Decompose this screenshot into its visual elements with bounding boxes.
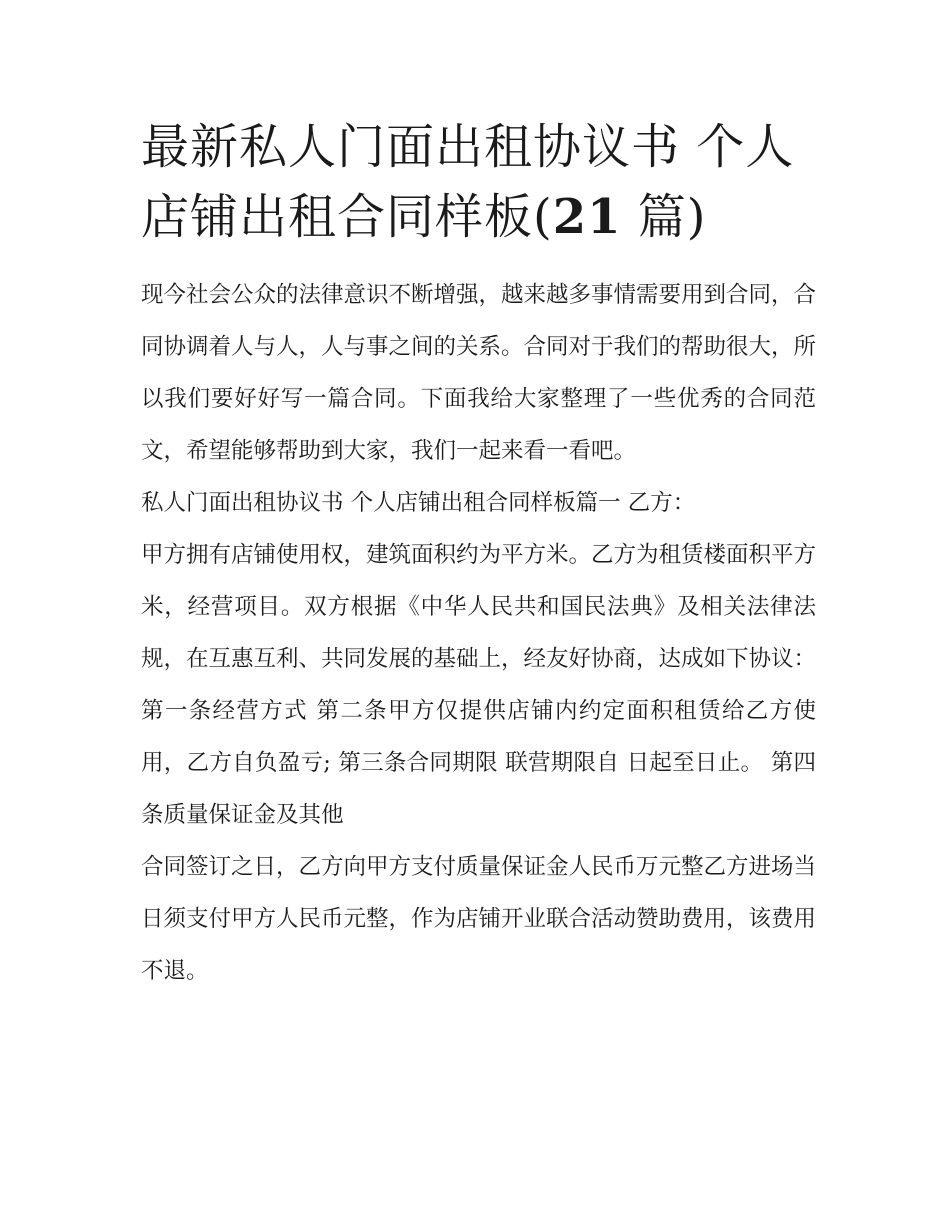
- section-heading: 私人门面出租协议书 个人店铺出租合同样板篇一 乙方：: [141, 490, 696, 516]
- deposit-paragraph: 合同签订之日，乙方向甲方支付质量保证金人民币万元整乙方进场当日须支付甲方人民币元整，作为店铺开业联合活动赞助费用，该费用不退。: [141, 854, 817, 984]
- body-paragraph: 甲方拥有店铺使用权，建筑面积约为平方米。乙方为租赁楼面积平方米，经营项目。双方根据《中华人民共和国民法典》及相关法律法规，在互惠互利、共同发展的基础上，经友好协商，达成如下协议：: [141, 542, 817, 672]
- title-count: 21: [552, 189, 622, 245]
- clauses-paragraph: 第一条经营方式 第二条甲方仅提供店铺内约定面积租赁给乙方使用，乙方自负盈亏; 第三条合同期限 联营期限自 日起至日止。 第四条质量保证金及其他: [141, 698, 816, 828]
- document-title: [141, 112, 816, 252]
- title-text: 最新私人门面出租协议书 个人店铺出租合同样板(: [141, 119, 795, 245]
- document-body: [141, 112, 816, 997]
- title-suffix: 篇): [621, 189, 707, 245]
- intro-paragraph: 现今社会公众的法律意识不断增强，越来越多事情需要用到合同，合同协调着人与人，人与事之间的关系。合同对于我们的帮助很大，所以我们要好好写一篇合同。下面我给大家整理了一些优秀的合同范文，希望能够帮助到大家，我们一起来看一看吧。: [141, 282, 817, 464]
